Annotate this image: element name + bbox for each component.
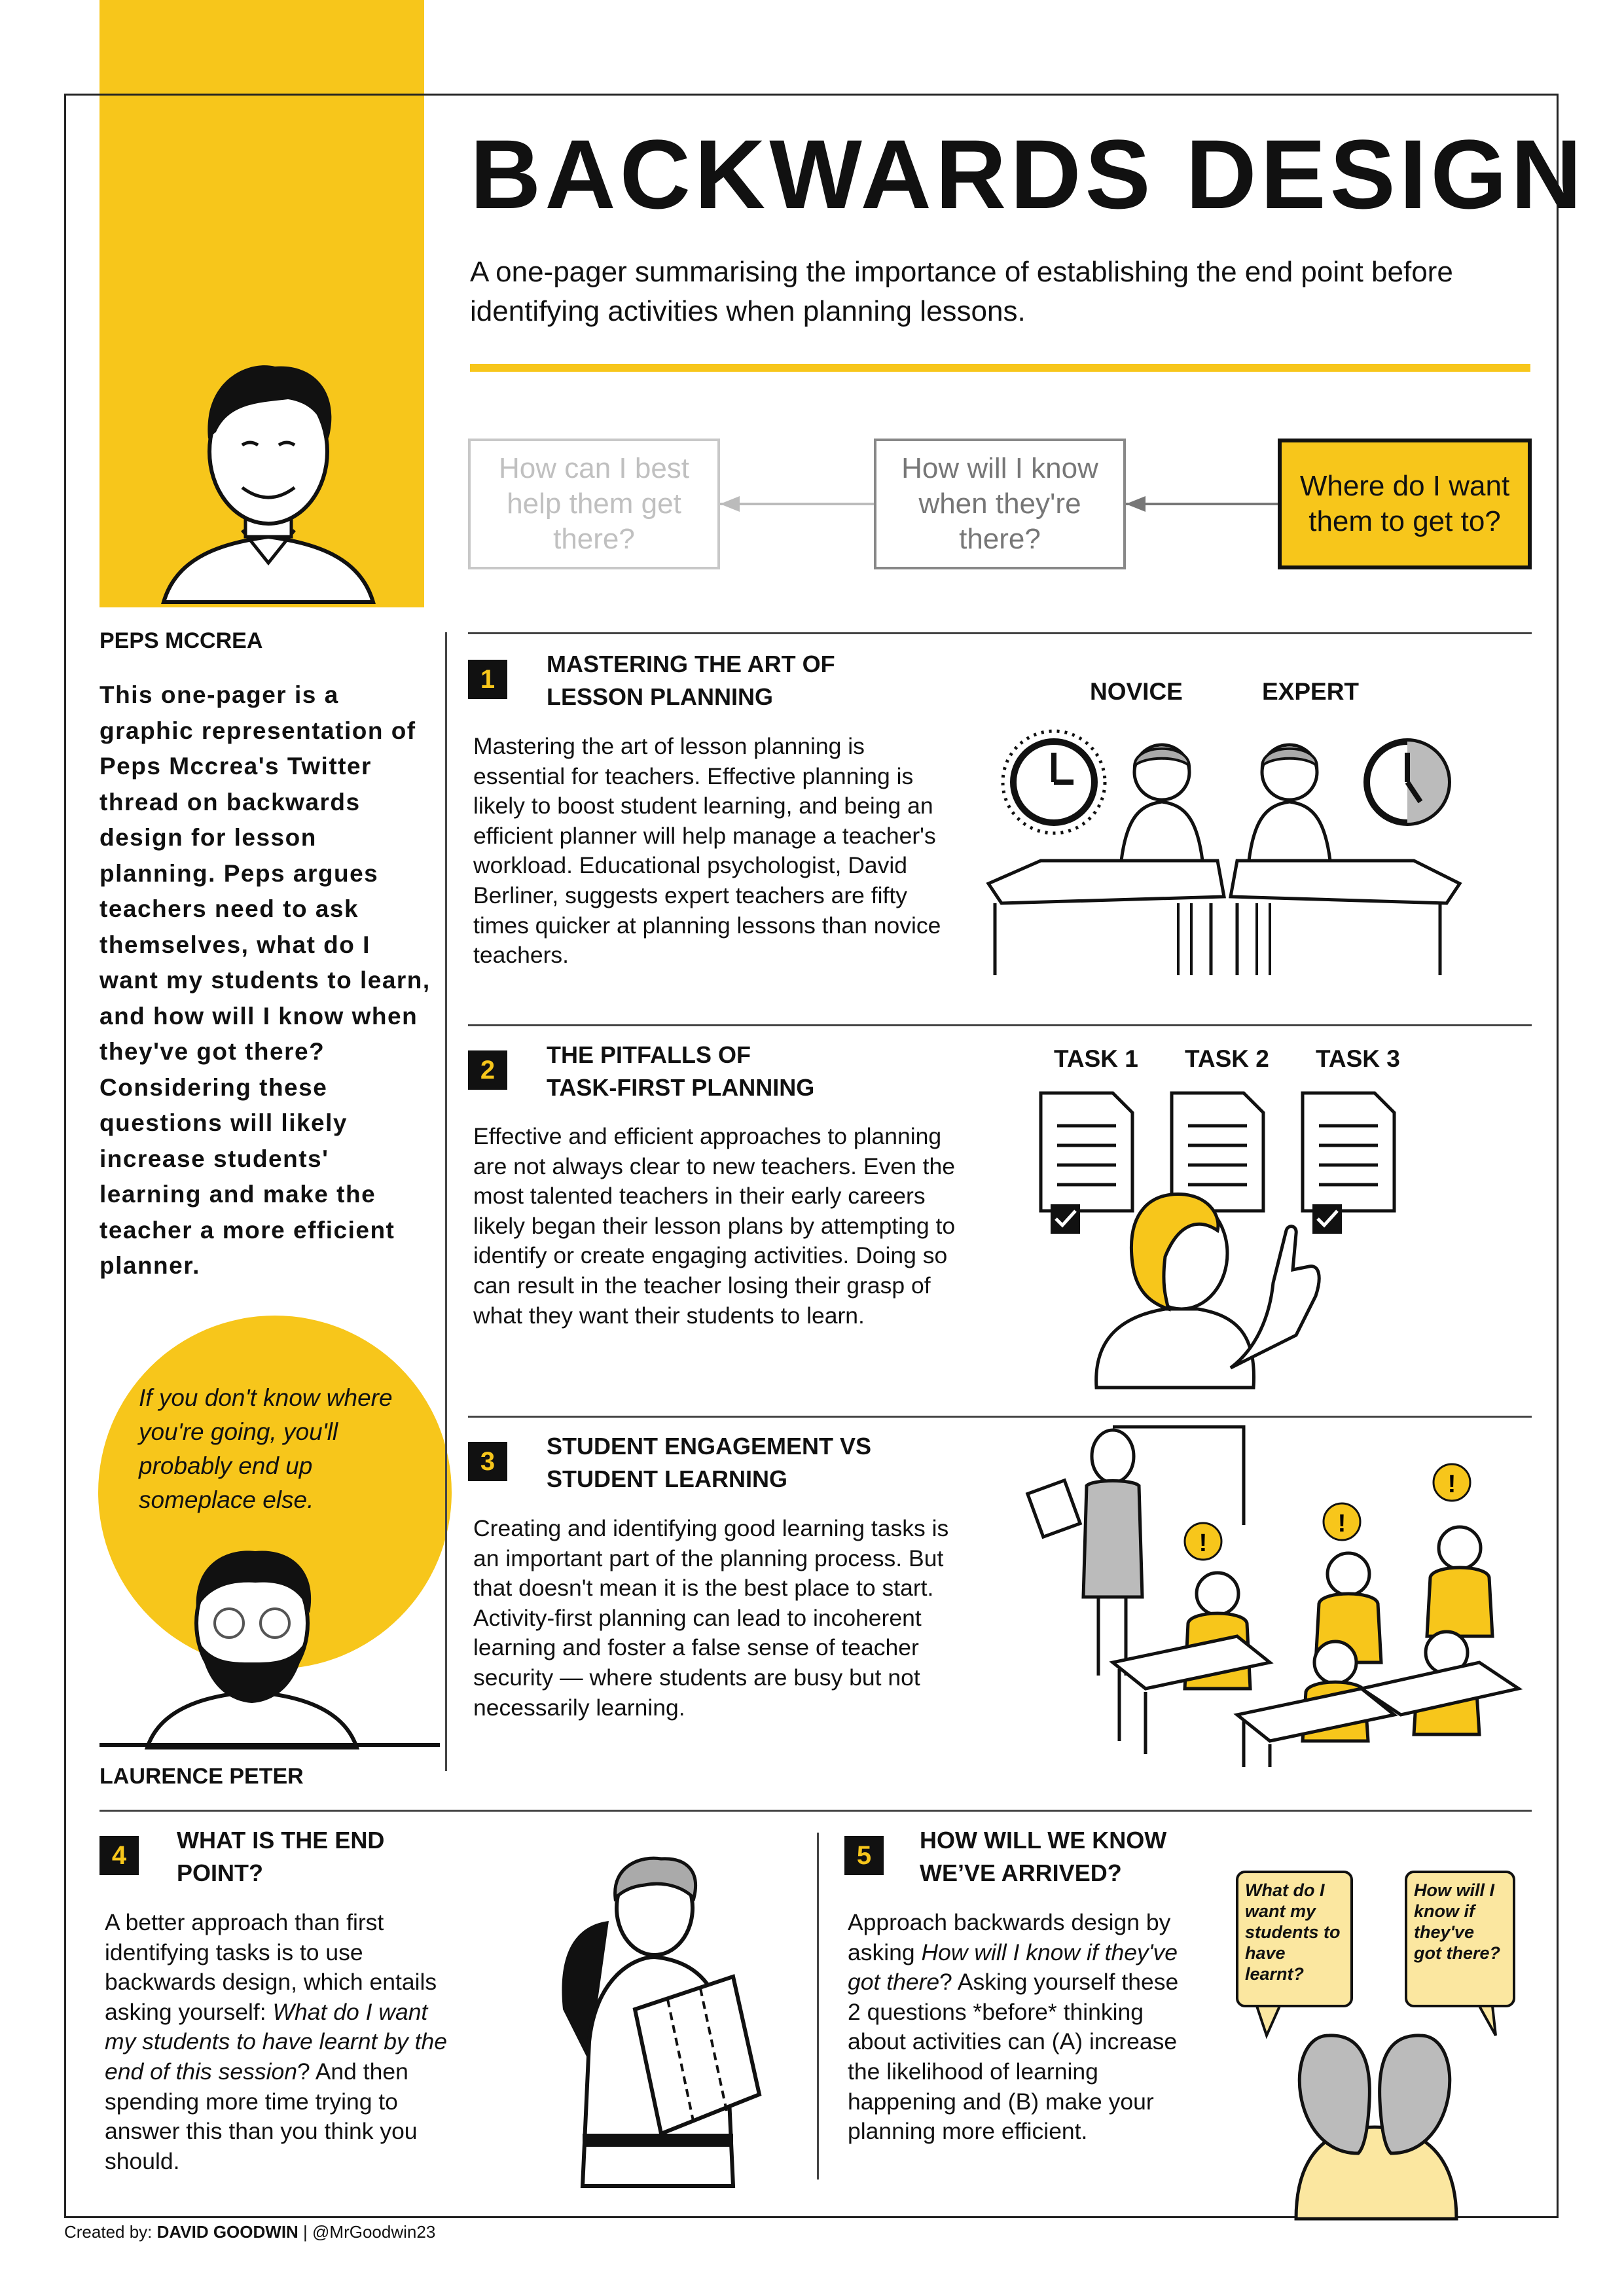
novice-label: NOVICE bbox=[1090, 678, 1183, 705]
question-box-help: How can I best help them get there? bbox=[468, 439, 720, 569]
column-divider bbox=[817, 1833, 819, 2179]
novice-expert-illustration bbox=[982, 707, 1453, 982]
hiker-with-map-illustration bbox=[537, 1846, 772, 2186]
section-heading: STUDENT ENGAGEMENT VS STUDENT LEARNING bbox=[547, 1433, 872, 1492]
author-name: PEPS MCCREA bbox=[99, 628, 263, 653]
yellow-divider bbox=[470, 364, 1530, 372]
section-body: Approach backwards design by asking How will I know if they've got there? Asking yourself these 2 questions *before* thinking about activities can (A) increase the likelihood of learning happening and (B) make your planning more efficient. bbox=[848, 1909, 1179, 2145]
question-box-know: How will I know when they're there? bbox=[874, 439, 1126, 569]
section-body: Creating and identifying good learning tasks is an important part of the planning process. But that doesn't mean it is the best place to start. Activity-first planning can lead to incoherent learning and foster a false sense of teacher security — where students are busy but not necessarily learning. bbox=[473, 1515, 949, 1721]
task-label: TASK 1 bbox=[1054, 1045, 1138, 1072]
page-subtitle: A one-pager summarising the importance of establishing the end point before identifying activities when planning lessons. bbox=[470, 256, 1453, 327]
quote-text: If you don't know where you're going, you'll probably end up someplace else. bbox=[139, 1384, 393, 1513]
section-number: 1 bbox=[468, 660, 507, 699]
laurence-peter-portrait-icon bbox=[134, 1532, 370, 1748]
section-number: 4 bbox=[99, 1836, 139, 1875]
section-divider bbox=[468, 1024, 1532, 1026]
task-label: TASK 2 bbox=[1185, 1045, 1269, 1072]
section-number: 3 bbox=[468, 1442, 507, 1481]
section-number: 2 bbox=[468, 1050, 507, 1090]
section-heading: WHAT IS THE END POINT? bbox=[177, 1827, 385, 1886]
svg-text:!: ! bbox=[1447, 1471, 1456, 1498]
speech-bubble-text: How will I know if they've got there? bbox=[1414, 1880, 1500, 1963]
arrow-left-icon bbox=[1126, 494, 1152, 514]
author-bio: This one-pager is a graphic representation of Peps Mccrea's Twitter thread on backwards design for lesson planning. Peps argues teachers need to ask themselves, what do I want my students to learn, and how will I know when they've got there? Considering these questions will likely increase students' learning and make the teacher a more efficient planner. bbox=[99, 681, 431, 1279]
question-box-goal: Where do I want them to get to? bbox=[1278, 439, 1532, 569]
quote-divider bbox=[99, 1743, 440, 1747]
task-first-illustration bbox=[1034, 1086, 1401, 1394]
section-heading: THE PITFALLS OF TASK-FIRST PLANNING bbox=[547, 1041, 815, 1101]
section-body: Effective and efficient approaches to planning are not always clear to new teachers. Even the most talented teachers in their early careers likely began their lesson plans by attempting to identify or create engaging activities. Doing so can result in the teacher losing their grasp of what they want their students to learn. bbox=[473, 1123, 956, 1329]
alert-icon bbox=[1185, 1523, 1221, 1560]
expert-label: EXPERT bbox=[1262, 678, 1360, 705]
section-heading: MASTERING THE ART OF LESSON PLANNING bbox=[547, 651, 835, 710]
peps-mccrea-portrait-icon bbox=[151, 340, 386, 602]
sidebar-divider bbox=[445, 632, 447, 1771]
section-body: A better approach than first identifying tasks is to use backwards design, which entails asking yourself: What do I want my students to have learnt by the end of this session? And then spending more time trying to answer this than you think you should. bbox=[105, 1909, 447, 2174]
page-title: BACKWARDS DESIGN bbox=[470, 119, 1586, 229]
classroom-illustration bbox=[1021, 1427, 1538, 1767]
document-icon bbox=[1303, 1093, 1394, 1211]
clock-icon bbox=[1367, 742, 1448, 823]
document-icon bbox=[1041, 1093, 1132, 1211]
arrow-left-icon bbox=[720, 494, 746, 514]
svg-text:!: ! bbox=[1337, 1510, 1346, 1537]
task-label: TASK 3 bbox=[1316, 1045, 1400, 1072]
section-body: Mastering the art of lesson planning is essential for teachers. Effective planning is likely to boost student learning, and being an efficient planner will help manage a teacher's workload. Educational psychologist, David Berliner, suggests expert teachers are fifty times quicker at planning lessons than novice teachers. bbox=[473, 733, 941, 969]
footer-credit: Created by: DAVID GOODWIN | @MrGoodwin23 bbox=[64, 2222, 436, 2242]
alert-icon bbox=[1324, 1503, 1360, 1540]
section-divider bbox=[468, 1416, 1532, 1418]
section-heading: HOW WILL WE KNOW WE’VE ARRIVED? bbox=[920, 1827, 1167, 1886]
checkbox-icon bbox=[1312, 1204, 1342, 1234]
checkbox-icon bbox=[1051, 1204, 1080, 1234]
svg-text:!: ! bbox=[1199, 1530, 1208, 1557]
speech-bubble-text: What do I want my students to have learnt? bbox=[1245, 1880, 1341, 1984]
section-divider bbox=[468, 632, 1532, 634]
quote-author: LAURENCE PETER bbox=[99, 1764, 304, 1789]
clock-icon bbox=[1003, 731, 1105, 833]
section-number: 5 bbox=[844, 1836, 884, 1875]
alert-icon bbox=[1434, 1464, 1470, 1501]
section-divider bbox=[99, 1810, 1532, 1812]
